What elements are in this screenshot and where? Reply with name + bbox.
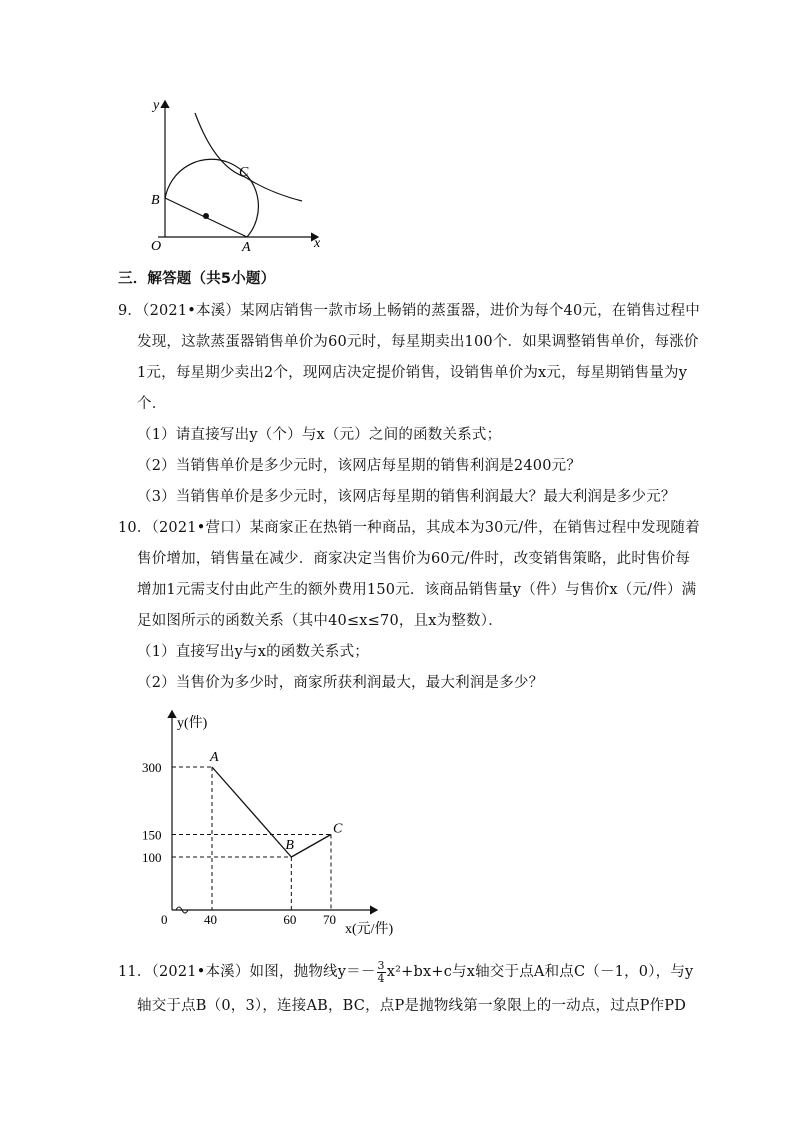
q9-line-1: 9．（2021•本溪）某网店销售一款市场上畅销的蒸蛋器，进价为每个40元，在销售过程中 — [118, 303, 700, 319]
q10-line-1: 10．（2021•营口）某商家正在热销一种商品，其成本为30元/件，在销售过程中发现随着 — [118, 520, 700, 536]
geometry-figure — [140, 95, 340, 255]
q11-suffix: x²+bx+c与x轴交于点A和点C（－1，0），与y — [386, 964, 694, 980]
circle-center — [203, 213, 209, 219]
label-o: O — [151, 239, 162, 254]
q10-line-4: 足如图所示的函数关系（其中40≤x≤70，且x为整数）． — [137, 613, 503, 629]
series-segment-1 — [291, 835, 331, 858]
q11-frac-den: 4 — [377, 971, 385, 985]
x-tick-label-40: 40 — [204, 912, 217, 927]
q10-line-3: 增加1元需支付由此产生的额外费用150元．该商品销售量y（件）与售价x（元/件）满 — [137, 582, 697, 598]
label-b: B — [151, 193, 160, 208]
q10-part-1: （1）直接写出y与x的函数关系式； — [137, 644, 369, 660]
sales-chart — [135, 705, 415, 940]
x-axis-label: x — [314, 236, 321, 251]
q9-part-2: （2）当销售单价是多少元时，该网店每星期的销售利润是2400元？ — [137, 458, 582, 474]
hyperbola-curve — [195, 113, 302, 201]
chart-y-label: y(件) — [177, 716, 208, 731]
point-label-b: B — [285, 838, 294, 853]
q10-part-2: （2）当售价为多少时，商家所获利润最大，最大利润是多少？ — [137, 675, 544, 691]
q11-frac-num: 3 — [377, 958, 385, 972]
q9-part-3: （3）当销售单价是多少元时，该网店每星期的销售利润最大？最大利润是多少元？ — [137, 489, 676, 505]
q11-line-1 — [118, 956, 693, 988]
q11-prefix: 11．（2021•本溪）如图，抛物线y＝－ — [118, 964, 376, 980]
q9-part-1: （1）请直接写出y（个）与x（元）之间的函数关系式； — [137, 427, 502, 443]
q9-line-4: 个． — [137, 396, 167, 412]
label-a: A — [242, 240, 251, 255]
chart-x-label: x(元/件) — [345, 922, 394, 937]
q9-line-2: 发现，这款蒸蛋器销售单价为60元时，每星期卖出100个．如果调整销售单价，每涨价 — [137, 334, 699, 350]
y-tick-label-300: 300 — [142, 760, 162, 775]
q11-fraction — [377, 960, 386, 985]
q10-line-2: 售价增加，销售量在减少．商家决定当售价为60元/件时，改变销售策略，此时售价每 — [137, 551, 691, 567]
x-tick-label-60: 60 — [283, 912, 297, 927]
series-segment-0 — [212, 767, 291, 857]
y-tick-label-100: 100 — [142, 850, 162, 865]
y-axis-label: y — [153, 98, 160, 113]
section-title: 三．解答题（共5小题） — [118, 271, 276, 287]
x-tick-label-0: 0 — [161, 912, 168, 927]
label-c: C — [239, 165, 249, 180]
point-label-c: C — [333, 821, 343, 837]
q9-line-3: 1元，每星期少卖出2个，现网店决定提价销售，设销售单价为x元，每星期销售量为y — [137, 365, 688, 381]
x-tick-label-70: 70 — [323, 912, 336, 927]
y-tick-label-150: 150 — [142, 827, 162, 843]
q11-line-2: 轴交于点B（0，3），连接AB，BC，点P是抛物线第一象限上的一动点，过点P作PD — [137, 998, 687, 1014]
point-label-a: A — [210, 750, 219, 765]
